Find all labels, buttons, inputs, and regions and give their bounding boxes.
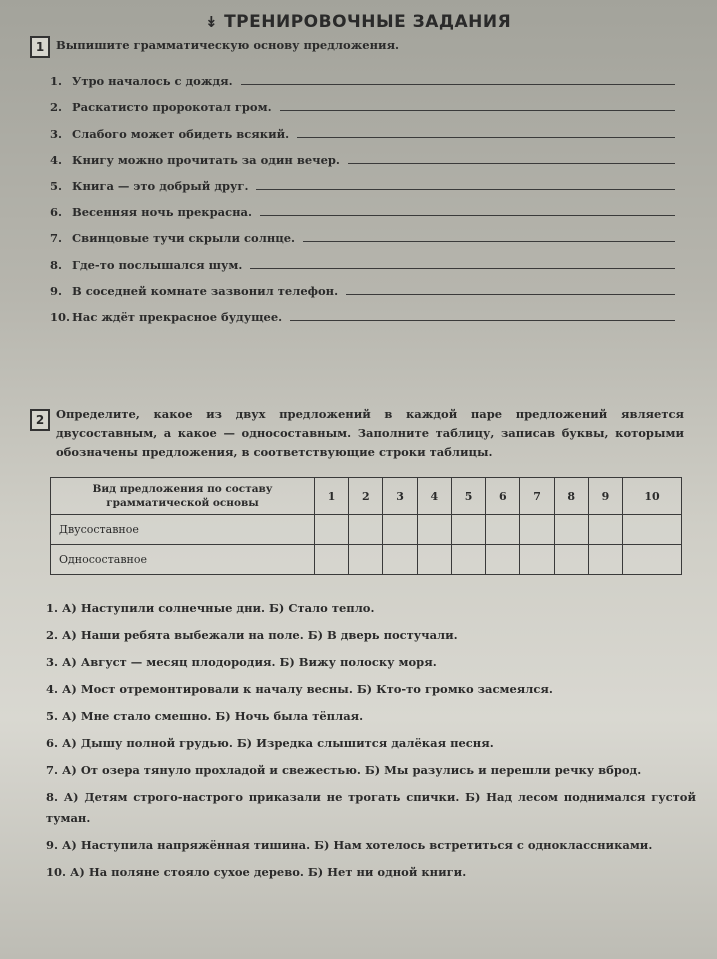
- table-column-header: 8: [554, 478, 588, 515]
- answer-table: [50, 477, 682, 575]
- item-text: А) Август — месяц плодородия. Б) Вижу полоску моря.: [62, 655, 437, 669]
- answer-cell[interactable]: [486, 545, 520, 575]
- answer-cell[interactable]: [588, 545, 622, 575]
- answer-line[interactable]: [256, 188, 675, 190]
- list-item: [50, 272, 675, 298]
- row-label: Двусоставное: [51, 515, 315, 545]
- list-item: [46, 835, 696, 856]
- item-text: Книга — это добрый друг.: [72, 178, 249, 193]
- item-text: Слабого может обидеть всякий.: [72, 126, 290, 141]
- item-text: Свинцовые тучи скрыли солнце.: [72, 231, 296, 246]
- table-header-label: Вид предложения по составу грамматической основы: [51, 478, 315, 515]
- list-item: [50, 88, 675, 114]
- item-text: А) На поляне стояло сухое дерево. Б) Нет ни одной книги.: [70, 865, 467, 879]
- answer-cell[interactable]: [520, 545, 554, 575]
- task2-pairs-list: [46, 598, 696, 889]
- item-text: Где-то послышался шум.: [72, 257, 243, 272]
- answer-line[interactable]: [346, 293, 675, 295]
- list-item: [46, 760, 696, 781]
- answer-cell[interactable]: [451, 515, 485, 545]
- item-number: 6.: [46, 736, 59, 750]
- item-text: Книгу можно прочитать за один вечер.: [72, 152, 340, 167]
- answer-line[interactable]: [348, 162, 675, 164]
- section-title: ТРЕНИРОВОЧНЫЕ ЗАДАНИЯ: [224, 12, 512, 32]
- table-column-header: 4: [417, 478, 451, 515]
- answer-line[interactable]: [241, 83, 675, 85]
- list-item: [46, 787, 696, 829]
- row-label: Односоставное: [51, 545, 315, 575]
- item-text: Нас ждёт прекрасное будущее.: [72, 309, 283, 324]
- item-number: 4.: [50, 152, 63, 167]
- list-item: [50, 141, 675, 167]
- answer-line[interactable]: [280, 109, 675, 111]
- list-item: [50, 219, 675, 245]
- item-number: 4.: [46, 682, 59, 696]
- answer-cell[interactable]: [315, 515, 349, 545]
- list-item: [46, 598, 696, 619]
- answer-cell[interactable]: [315, 545, 349, 575]
- answer-cell[interactable]: [349, 515, 383, 545]
- list-item: [46, 733, 696, 754]
- list-item: [50, 167, 675, 193]
- item-text: В соседней комнате зазвонил телефон.: [72, 283, 339, 298]
- item-number: 9.: [50, 283, 63, 298]
- item-text: А) Мне стало смешно. Б) Ночь была тёплая.: [62, 709, 364, 723]
- list-item: [46, 625, 696, 646]
- list-item: [50, 193, 675, 219]
- table-column-header: 2: [349, 478, 383, 515]
- double-chevron-down-icon: ↡: [205, 13, 219, 31]
- item-text: А) От озера тянуло прохладой и свежестью. Б) Мы разулись и перешли речку вброд.: [62, 763, 642, 777]
- answer-cell[interactable]: [623, 515, 682, 545]
- answer-cell[interactable]: [451, 545, 485, 575]
- item-number: 1.: [46, 601, 59, 615]
- item-text: А) Дышу полной грудью. Б) Изредка слышится далёкая песня.: [62, 736, 494, 750]
- task1-list: [50, 62, 675, 324]
- answer-cell[interactable]: [554, 545, 588, 575]
- task1-instruction: Выпишите грамматическую основу предложения.: [56, 38, 400, 52]
- answer-line[interactable]: [260, 214, 675, 216]
- list-item: [50, 245, 675, 271]
- table-row: [51, 545, 682, 575]
- answer-cell[interactable]: [554, 515, 588, 545]
- item-text: А) Наступила напряжённая тишина. Б) Нам хотелось встретиться с одноклассниками.: [62, 838, 653, 852]
- table-column-header: 9: [588, 478, 622, 515]
- list-item: [50, 114, 675, 140]
- answer-cell[interactable]: [417, 545, 451, 575]
- table-column-header: 3: [383, 478, 417, 515]
- table-column-header: 10: [623, 478, 682, 515]
- item-text: А) Наступили солнечные дни. Б) Стало тепло.: [62, 601, 375, 615]
- item-number: 3.: [46, 655, 59, 669]
- item-number: 10.: [46, 865, 67, 879]
- item-number: 10.: [50, 309, 71, 324]
- task2-instruction: Определите, какое из двух предложений в каждой паре предложений является двусоставным, а какое — односоставным. Заполните таблицу, записав буквы, которыми обозначены предложения, в соответствующие строки таблицы.: [56, 407, 684, 459]
- list-item: [46, 652, 696, 673]
- table-column-header: 6: [486, 478, 520, 515]
- item-number: 5.: [50, 178, 63, 193]
- item-number: 1.: [50, 74, 63, 89]
- table-column-header: 7: [520, 478, 554, 515]
- item-number: 3.: [50, 126, 63, 141]
- item-number: 8.: [46, 790, 59, 804]
- list-item: [46, 862, 696, 883]
- answer-cell[interactable]: [588, 515, 622, 545]
- list-item: [50, 62, 675, 88]
- answer-cell[interactable]: [486, 515, 520, 545]
- list-item: [50, 298, 675, 324]
- table-column-header: 1: [315, 478, 349, 515]
- item-number: 2.: [46, 628, 59, 642]
- list-item: [46, 679, 696, 700]
- answer-cell[interactable]: [349, 545, 383, 575]
- item-number: 7.: [46, 763, 59, 777]
- answer-cell[interactable]: [383, 545, 417, 575]
- item-text: Весенняя ночь прекрасна.: [72, 205, 252, 220]
- section-header: [205, 12, 511, 32]
- answer-cell[interactable]: [417, 515, 451, 545]
- item-text: Раскатисто пророкотал гром.: [72, 100, 272, 115]
- item-number: 2.: [50, 100, 63, 115]
- item-number: 9.: [46, 838, 59, 852]
- answer-line[interactable]: [297, 136, 675, 138]
- answer-cell[interactable]: [623, 545, 682, 575]
- list-item: [46, 706, 696, 727]
- table-header-row: [51, 478, 682, 515]
- answer-cell[interactable]: [520, 515, 554, 545]
- answer-cell[interactable]: [383, 515, 417, 545]
- task1-number-badge: 1: [30, 36, 50, 58]
- table-row: [51, 515, 682, 545]
- task2-number-badge: 2: [30, 409, 50, 431]
- item-number: 6.: [50, 205, 63, 220]
- answer-line[interactable]: [250, 267, 675, 269]
- answer-line[interactable]: [303, 240, 675, 242]
- table-column-header: 5: [451, 478, 485, 515]
- item-text: Утро началось с дождя.: [72, 74, 233, 89]
- item-number: 7.: [50, 231, 63, 246]
- item-text: А) Мост отремонтировали к началу весны. Б) Кто-то громко засмеялся.: [62, 682, 553, 696]
- item-number: 8.: [50, 257, 63, 272]
- item-number: 5.: [46, 709, 59, 723]
- answer-line[interactable]: [290, 319, 675, 321]
- item-text: А) Наши ребята выбежали на поле. Б) В дверь постучали.: [62, 628, 458, 642]
- item-text: А) Детям строго-настрого приказали не трогать спички. Б) Над лесом поднимался густой туман.: [46, 790, 696, 825]
